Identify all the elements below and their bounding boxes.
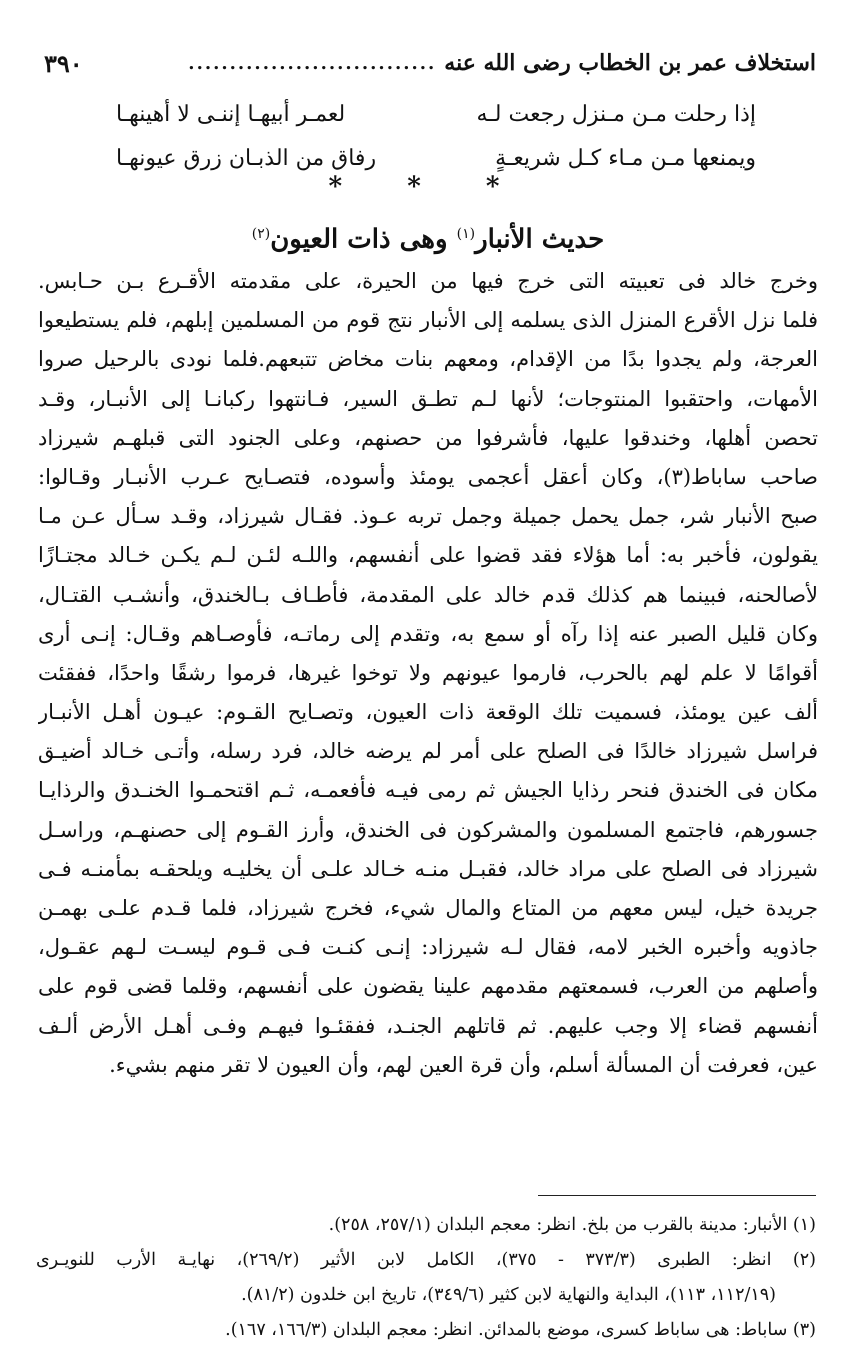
running-title: استخلاف عمر بن الخطاب رضى الله عنه: [444, 50, 816, 76]
section-heading: [0, 212, 856, 256]
poem-second-hemistich: لعمـر أبيهـا إننـى لا أهينهـا: [116, 101, 346, 127]
body-line: العرجة، ولم يجدوا بدًا من الإقدام، ومعهم بنات مخاض تتبعهم.فلما نودى بالرحيل صروا: [38, 347, 818, 372]
heading-text-part2: وهى ذات العيون: [270, 224, 448, 255]
body-line: يقولون، فأخبر به: أما هؤلاء فقد قضوا على أنفسهم، واللـه لئـن لـم يكـن خـالد مجتـازًا: [38, 543, 818, 568]
poem-verse: [116, 92, 756, 136]
page-number: ٣٩٠: [44, 48, 83, 78]
section-separator: * * *: [328, 172, 528, 202]
body-line: وأصلهم من العرب، فسمعتهم مقدمهم علينا يقضون على أنفسهم، وقلما قضى قوم على: [38, 974, 818, 999]
body-line: مكان فى الخندق فنحر رذايا الجيش ثم رمى فيـه فأفعمـه، ثـم اقتحمـوا الخنـدق والرذايـا: [38, 778, 818, 803]
body-line: أنفسهم قضاء إلا وجب عليهم. ثم قاتلهم الجنـد، ففقئـوا فيهـم وفـى أهـل الأرض ألـف: [38, 1013, 818, 1038]
body-line: فلما نزل الأقرع المنزل الذى يسلمه إلى الأنبار نتج قوم من المسلمين إبلهم، فلم يستطيعوا: [38, 308, 818, 333]
body-line: جاذويه وأخبره الخبر لامه، فقال لـه شيرزاد: إنـى كنـت فـى قـوم ليسـت لـهم عقـول،: [38, 935, 818, 960]
body-line: وخرج خالد فى تعبيته التى خرج فيها من الحيرة، على مقدمته الأقـرع بـن حـابس.: [38, 269, 818, 293]
body-line: فراسل شيرزاد خالدًا فى الصلح على أمر لم يرضه خالد، فرد رسله، وأتـى خـالد أضيـق: [38, 739, 818, 764]
footnote-3: (٣) ساباط: هى ساباط كسرى، موضع بالمدائن. انظر: معجم البلدان (١٦٦/٣، ١٦٧).: [225, 1320, 816, 1340]
poem-first-hemistich: ويمنعها مـن مـاء كـل شريعـةٍ: [495, 145, 756, 171]
body-line: أقوامًا لا علم لهم بالحرب، فارموا عيونهم ولا توخوا غيرها، فرموا رشقًا واحدًا، ففقئت: [38, 660, 818, 685]
poem: [116, 92, 756, 180]
body-text: [38, 262, 818, 1085]
running-header: [44, 46, 816, 80]
footnote-2: (٢) انظر: الطبرى (٣٧٣/٣ - ٣٧٥)، الكامل لابن الأثير (٢٦٩/٢)، نهايـة الأرب للنويـرى: [36, 1250, 816, 1270]
body-line: تحصن أهلها، وخندقوا عليها، فأشرفوا من حصنهم، وعلى الجنود التى قبلهـم شيرزاد: [38, 425, 818, 450]
body-line: لأصالحنه، فبينما هم كذلك قدم خالد على المقدمة، فأطـاف بـالخندق، وأنشـب القتـال،: [38, 582, 818, 607]
footnote-rule: [538, 1195, 816, 1196]
body-line: صاحب ساباط(٣)، وكان أعقل أعجمى يومئذ وأسوده، فتصـايح عـرب الأنبـار وقـالوا:: [38, 464, 818, 489]
poem-first-hemistich: إذا رحلت مـن مـنزل رجعت لـه: [476, 101, 756, 127]
footnote-2-continued: (١١٢/١٩، ١١٣)، البداية والنهاية لابن كثير (٣٤٩/٦)، تاريخ ابن خلدون (٨١/٢).: [241, 1285, 776, 1305]
poem-second-hemistich: رفاق من الذبـان زرق عيونهـا: [116, 145, 377, 171]
body-line: الأمهات، واحتقبوا المنتوجات؛ لأنها لـم تطـق السير، فـانتهوا ركبانـا إلى الأنبـار، وقـد: [38, 386, 818, 411]
body-line: جسورهم، فاجتمع المسلمون والمشركون فى الخندق، وأرز القـوم إلى حصنهـم، وراسـل: [38, 817, 818, 842]
footnote-marker-2: (٢): [251, 226, 271, 242]
body-line: ألف عين يومئذ، فسميت تلك الوقعة ذات العيون، وتصـايح القـوم: عيـون أهـل الأنبـار: [38, 700, 818, 725]
body-line: عين، فعرفت أن المسألة أسلم، وأن قرة العين لهم، وأن العيون لا تقر منهم بشيء.: [109, 1052, 818, 1077]
body-line: جريدة خيل، ليس معهم من المتاع والمال شيء، فخرج شيرزاد، فلما قـدم علـى بهمـن: [38, 896, 818, 920]
body-line: شيرزاد فى الصلح على مراد خالد، فقبـل منـه خـالد علـى أن يخليـه ويلحقـه بمأمنـه فـى: [38, 856, 818, 881]
footnote-marker-1: (١): [456, 226, 476, 242]
leader-dots: ..............................: [188, 52, 437, 74]
footnote-1: (١) الأنبار: مدينة بالقرب من بلخ. انظر: معجم البلدان (٢٥٧/١، ٢٥٨).: [328, 1215, 816, 1235]
footnotes: [36, 1208, 816, 1348]
body-line: صبح الأنبار شر، جمل يحمل جميلة وجمل تربه عـوذ. فقـال شيرزاد، وقـد سـأل عـن مـا: [38, 504, 818, 529]
body-line: وكان قليل الصبر عنه إذا رآه أو سمع به، وتقدم إلى رماتـه، فأوصـاهم وقـال: إنـى أرى: [38, 621, 818, 646]
heading-text-part1: حديث الأنبار: [475, 224, 605, 255]
